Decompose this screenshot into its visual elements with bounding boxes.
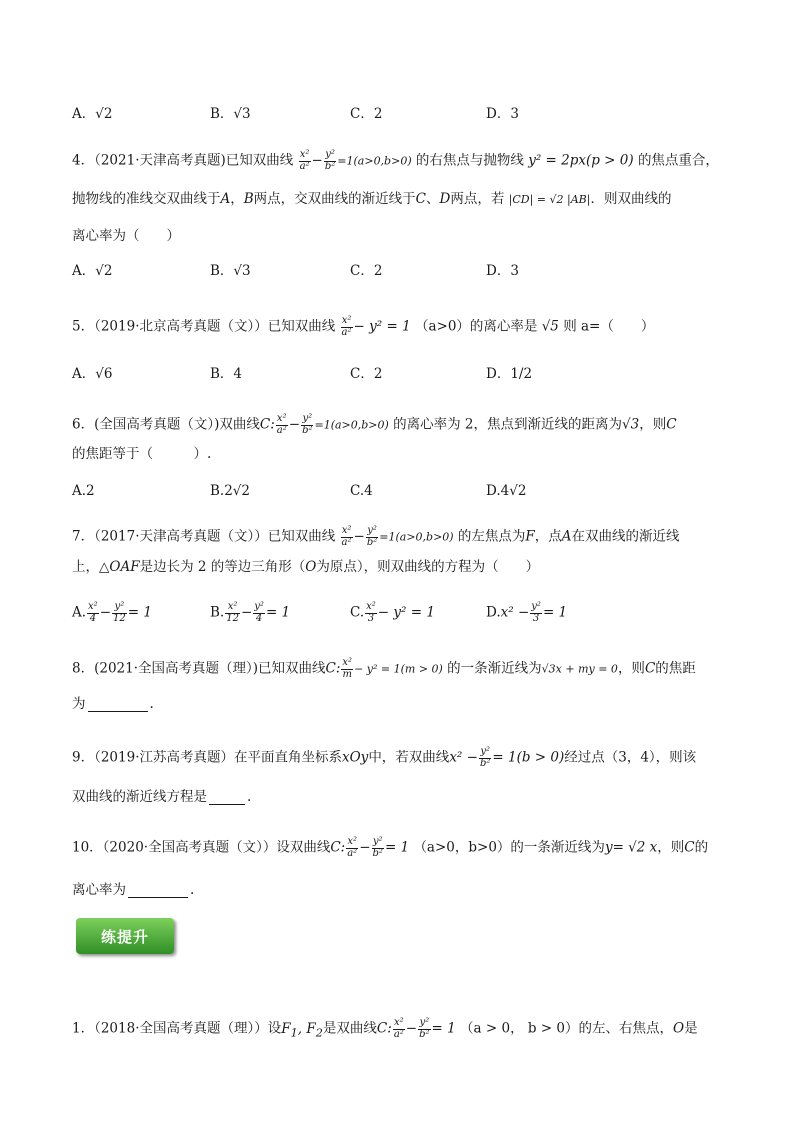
option-d: D．3: [486, 106, 519, 122]
q6-line-2: 的焦距等于（ ）.: [72, 446, 212, 462]
q7-line-1: 7．（2017·天津高考真题（文））已知双曲线 $\frac{\text{x²}}{\text{a²}}$ − $\frac{\text{y²}}{\text{b²}}$ =1(a>0,b>0) 的左焦点为F，点A在双曲线的渐近线: [72, 525, 680, 548]
q4-line-1: 4．（2021·天津高考真题)已知双曲线 $\frac{\text{x²}}{\text{a²}}$ − $\frac{\text{y²}}{\text{b²}}$ =1(a>0,b>0) 的右焦点与抛物线 y² = 2px(p > 0) 的焦点重合，: [72, 149, 719, 172]
q7-option-b: B. $\frac{\text{x²}}{12}$ − $\frac{\text{y²}}{4}$ = 1: [210, 601, 291, 624]
q4-line-3: 离心率为（ ）: [72, 228, 180, 244]
answer-blank: [128, 896, 188, 898]
q6-option-d: D.4√2: [486, 483, 527, 499]
p1-line-1: 1．（2018·全国高考真题（理））设$F_1$, $F_2$是双曲线C: $\frac{\text{x²}}{\text{a²}}$ − $\frac{\text{y²}}{\text{b²}}$ = 1 （a > 0， b > 0）的左、右焦点，O是: [72, 1017, 698, 1040]
q10-line-1: 10．（2020·全国高考真题（文））设双曲线C: $\frac{\text{x²}}{\text{a²}}$ − $\frac{\text{y²}}{\text{b²}}$ = 1 （a>0，b>0）的一条渐近线为y= √2 x，则C的: [72, 836, 709, 859]
q5-option-b: B．4: [210, 366, 243, 382]
option-b: B．√3: [210, 106, 251, 122]
q10-line-2: 离心率为 .: [72, 882, 195, 898]
q4-line-2: 抛物线的准线交双曲线于A，B两点，交双曲线的渐近线于C、D两点，若 |CD| = √2 |AB|．则双曲线的: [72, 191, 672, 207]
section-badge: 练提升: [76, 918, 174, 954]
q8-line-1: 8．(2021·全国高考真题（理）)已知双曲线C: $\frac{\text{x²}}{m}$ − y² = 1(m > 0) 的一条渐近线为√3x + my = 0，则C的焦距: [72, 657, 696, 680]
q4-option-c: C．2: [350, 263, 383, 279]
q4-option-b: B．√3: [210, 263, 251, 279]
option-c: C．2: [350, 106, 383, 122]
formula: $\frac{\text{x²}}{\text{a²}}$: [299, 149, 310, 172]
q5-line-1: 5．（2019·北京高考真题（文））已知双曲线 $\frac{\text{x²}}{\text{a²}}$ − y² = 1 （a>0）的离心率是 √5 则 a=（ ）: [72, 315, 655, 338]
q5-option-c: C．2: [350, 366, 383, 382]
q6-line-1: 6．(全国高考真题（文）)双曲线C: $\frac{\text{x²}}{\text{a²}}$ − $\frac{\text{y²}}{\text{b²}}$ =1(a>0,b>0) 的离心率为 2，焦点到渐近线的距离为√3，则C: [72, 413, 677, 436]
answer-blank: [209, 803, 245, 805]
q5-option-d: D．1/2: [486, 366, 533, 382]
option-a: A．√2: [72, 106, 113, 122]
q7-line-2: 上，△OAF是边长为 2 的等边三角形（O为原点），则双曲线的方程为（ ）: [72, 559, 540, 575]
q6-option-b: B.2√2: [210, 483, 250, 499]
q6-option-c: C.4: [350, 483, 373, 499]
q7-option-d: D.x² − $\frac{\text{y²}}{3}$ = 1: [486, 601, 568, 624]
q8-line-2: 为 .: [72, 696, 154, 712]
answer-blank: [88, 710, 148, 712]
q4-option-a: A．√2: [72, 263, 113, 279]
q7-option-c: C. $\frac{\text{x²}}{3}$ − y² = 1: [350, 601, 435, 624]
q9-line-2: 双曲线的渐近线方程是 .: [72, 789, 252, 805]
q7-option-a: A. $\frac{\text{x²}}{4}$ − $\frac{\text{y²}}{12}$ = 1: [72, 601, 152, 624]
q4-option-d: D．3: [486, 263, 519, 279]
q5-option-a: A．√6: [72, 366, 113, 382]
q6-option-a: A.2: [72, 483, 95, 499]
q9-line-1: 9．（2019·江苏高考真题）在平面直角坐标系xOy中，若双曲线x² − $\frac{\text{y²}}{\text{b²}}$ = 1(b > 0)经过点（3，4），则该: [72, 746, 697, 769]
